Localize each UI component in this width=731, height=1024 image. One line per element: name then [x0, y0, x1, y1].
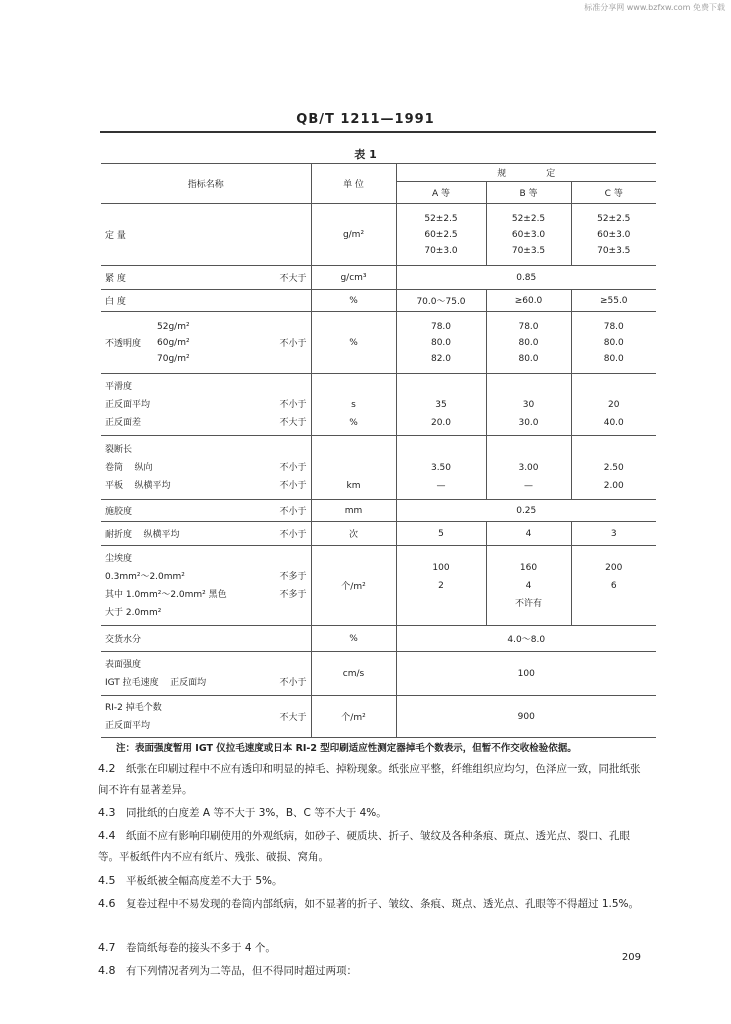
value-a: 70±3.0	[424, 245, 458, 256]
row-subline-text: 正反面平均	[105, 720, 151, 731]
row-subline-text: 正反面平均	[105, 399, 151, 410]
table-row	[101, 290, 656, 312]
clause-number: 4.8	[98, 964, 116, 977]
value-c: 70±3.5	[597, 245, 631, 256]
value-b: 60±3.0	[511, 229, 546, 240]
row-subline	[105, 459, 307, 477]
cell-a	[396, 436, 486, 500]
header-rule	[100, 131, 656, 133]
cell-b	[486, 374, 571, 436]
cell-c	[571, 312, 656, 374]
clause-text: 卷筒纸每卷的接头不多于 4 个。	[126, 942, 276, 954]
value-b: 4	[525, 580, 532, 591]
row-subline-text: 平板 纵横平均	[105, 480, 171, 491]
head-grade-c: C 等	[571, 182, 656, 204]
row-subline-text: 其中 1.0mm²～2.0mm² 黑色	[105, 589, 227, 600]
row-unit: %	[311, 626, 396, 652]
table-row	[101, 500, 656, 522]
row-title: 尘埃度	[105, 553, 133, 564]
cell-a	[396, 374, 486, 436]
clause-text: 有下列情况者列为二等品，但不得同时超过两项：	[126, 965, 357, 977]
value-a: 80.0	[430, 337, 452, 348]
clause-number: 4.4	[98, 829, 116, 842]
value-a: 70.0～75.0	[396, 290, 486, 312]
value-b: 80.0	[518, 337, 539, 348]
table-note: 注：表面强度暂用 IGT 仪拉毛速度或日本 RI-2 型印刷适应性测定器掉毛个数表示，但暂不作交收检验依据。	[116, 743, 577, 754]
row-qualifier: 不大于	[279, 713, 307, 723]
row-subline	[105, 477, 307, 495]
row-subline: 70g/m²	[157, 353, 190, 364]
row-qualifier: 不大于	[279, 274, 307, 284]
row-unit: 次	[311, 522, 396, 546]
clause-text: 纸张在印刷过程中不应有透印和明显的掉毛、掉粉现象。纸张应平整，纤维组织应均匀，色泽应一致，同批纸张间不许有显著差异。	[98, 763, 641, 796]
cell-a	[396, 204, 486, 266]
value-c: 6	[610, 580, 617, 591]
row-qualifier: 不小于	[279, 399, 307, 410]
table-row	[101, 652, 656, 696]
row-qualifier: 不小于	[279, 480, 307, 491]
row-qualifier: 不小于	[279, 677, 307, 688]
row-name-text: 不透明度	[105, 339, 142, 349]
value-c: 80.0	[603, 337, 624, 348]
value-b: 70±3.5	[511, 245, 546, 256]
paragraph	[98, 802, 646, 824]
cell-b	[486, 546, 571, 626]
value-b: 30	[522, 399, 535, 410]
row-unit: g/m²	[311, 204, 396, 266]
value-b: 80.0	[518, 353, 539, 364]
clause-text: 纸面不应有影响印刷使用的外观纸病，如砂子、硬质块、折子、皱纹及各种条痕、斑点、透光点、裂口、孔眼等。平板纸件内不应有纸片、残张、破损、窝角。	[98, 830, 630, 863]
row-unit: g/cm³	[311, 266, 396, 290]
row-subline: 60g/m²	[157, 337, 190, 348]
value-c: 78.0	[603, 321, 624, 332]
row-subline	[105, 396, 307, 414]
cell-b	[486, 204, 571, 266]
clause-text: 同批纸的白度差 A 等不大于 3%，B、C 等不大于 4%。	[126, 807, 387, 819]
value-c: 52±2.5	[597, 213, 631, 224]
cell-c	[571, 546, 656, 626]
row-name	[101, 652, 311, 696]
value-c: 20	[608, 399, 620, 410]
value-all: 100	[396, 652, 656, 696]
unit-line: s	[351, 399, 356, 410]
value-all: 0.25	[396, 500, 656, 522]
row-name	[101, 312, 311, 374]
table-head-row	[101, 164, 656, 182]
row-title: 表面强度	[105, 659, 142, 670]
paragraph	[98, 870, 646, 892]
table-row	[101, 312, 656, 374]
cell-b	[486, 312, 571, 374]
value-a: 35	[435, 399, 447, 410]
table-row	[101, 546, 656, 626]
value-a: 78.0	[430, 321, 452, 332]
value-all: 0.85	[396, 266, 656, 290]
row-name-text: 紧 度	[105, 274, 126, 284]
cell-a	[396, 546, 486, 626]
row-subline	[105, 674, 307, 692]
value-c: 200	[605, 562, 623, 573]
cell-b	[486, 436, 571, 500]
value-c: 40.0	[603, 417, 624, 428]
paragraph	[98, 758, 646, 801]
clause-number: 4.3	[98, 806, 116, 819]
table-row	[101, 204, 656, 266]
row-subline-text: 大于 2.0mm²	[105, 607, 162, 618]
row-title: 平滑度	[105, 381, 133, 392]
value-c: 2.50	[603, 462, 624, 473]
value-c: ≥55.0	[571, 290, 656, 312]
value-b: 52±2.5	[511, 213, 546, 224]
row-unit: 个/m²	[311, 546, 396, 626]
value-b: 3.00	[518, 462, 539, 473]
unit-line: km	[346, 480, 361, 491]
row-name	[101, 500, 311, 522]
row-qualifier: 不小于	[279, 507, 307, 517]
value-a: 60±2.5	[424, 229, 458, 240]
paragraph	[98, 893, 646, 915]
head-unit: 单 位	[311, 164, 396, 204]
clause-number: 4.5	[98, 874, 116, 887]
value-none: 不许有	[514, 598, 542, 609]
row-name-text: 交货水分	[105, 635, 142, 645]
row-name	[101, 626, 311, 652]
table-row	[101, 696, 656, 738]
value-a: 82.0	[430, 353, 452, 364]
table-row	[101, 626, 656, 652]
spec-table	[101, 163, 656, 738]
row-subline	[105, 414, 307, 432]
clause-text: 平板纸被全幅高度差不大于 5%。	[126, 875, 283, 887]
clause-number: 4.2	[98, 762, 116, 775]
row-unit: %	[311, 312, 396, 374]
value-a: 100	[432, 562, 450, 573]
head-grade-b: B 等	[486, 182, 571, 204]
table-row	[101, 374, 656, 436]
value-b: 78.0	[518, 321, 539, 332]
paragraph	[98, 937, 646, 959]
value-a: 3.50	[430, 462, 452, 473]
row-subline-text: 0.3mm²～2.0mm²	[105, 571, 185, 582]
table-row	[101, 522, 656, 546]
row-unit: mm	[311, 500, 396, 522]
row-name	[101, 266, 311, 290]
cell-c	[571, 374, 656, 436]
value-all: 4.0～8.0	[396, 626, 656, 652]
table-caption: 表 1	[354, 148, 377, 161]
head-grade-a: A 等	[396, 182, 486, 204]
page-number: 209	[621, 952, 641, 963]
row-subline: 52g/m²	[157, 321, 190, 332]
row-name-text: 耐折度 纵横平均	[105, 530, 180, 540]
paragraph	[98, 960, 646, 982]
row-unit	[311, 436, 396, 500]
row-title: RI-2 掉毛个数	[105, 702, 162, 713]
unit-line: %	[349, 417, 358, 428]
value-c: 80.0	[603, 353, 624, 364]
row-name	[101, 204, 311, 266]
value-a: 52±2.5	[424, 213, 458, 224]
row-qualifier: 不小于	[279, 462, 307, 473]
row-name-text: 白 度	[105, 297, 126, 307]
value-b: ≥60.0	[486, 290, 571, 312]
value-b: 160	[519, 562, 538, 573]
value-a: 20.0	[430, 417, 452, 428]
row-subline-text: 卷筒 纵向	[105, 462, 153, 473]
row-name	[101, 696, 311, 738]
clause-number: 4.6	[98, 897, 116, 910]
cell-c	[571, 204, 656, 266]
row-subline	[105, 568, 307, 586]
row-qualifier: 不大于	[279, 417, 307, 428]
row-qualifier: 不小于	[279, 530, 307, 540]
row-unit: cm/s	[311, 652, 396, 696]
row-name-text: 施胶度	[105, 507, 133, 517]
row-name	[101, 436, 311, 500]
clause-text: 复卷过程中不易发现的卷筒内部纸病，如不显著的折子、皱纹、条痕、斑点、透光点、孔眼等不得超过 1.5%。	[126, 898, 640, 910]
cell-a	[396, 312, 486, 374]
value-c: 3	[571, 522, 656, 546]
cell-c	[571, 436, 656, 500]
value-b: 4	[486, 522, 571, 546]
value-a: 2	[438, 580, 444, 591]
value-a: 5	[396, 522, 486, 546]
row-name	[101, 546, 311, 626]
table-row	[101, 266, 656, 290]
row-unit: %	[311, 290, 396, 312]
paragraph	[98, 825, 646, 868]
value-b: 30.0	[518, 417, 539, 428]
value-b: —	[524, 480, 533, 491]
value-c: 60±3.0	[597, 229, 631, 240]
value-c: 2.00	[603, 480, 624, 491]
head-spec: 规 定	[396, 164, 656, 182]
row-name	[101, 374, 311, 436]
row-qualifier: 不多于	[279, 571, 307, 582]
row-name	[101, 522, 311, 546]
row-qualifier: 不多于	[279, 589, 307, 600]
standard-number: QB/T 1211—1991	[296, 112, 435, 127]
row-name-text: 定 量	[105, 231, 126, 241]
table-row	[101, 436, 656, 500]
row-name	[101, 290, 311, 312]
row-qualifier: 不小于	[279, 339, 307, 349]
row-subline-text: IGT 拉毛速度 正反面均	[105, 677, 207, 688]
clause-number: 4.7	[98, 941, 116, 954]
row-subline	[105, 586, 307, 604]
head-indicator: 指标名称	[101, 164, 311, 204]
value-a: —	[436, 480, 446, 491]
row-unit: 个/m²	[311, 696, 396, 738]
watermark: 标准分享网 www.bzfxw.com 免费下载	[584, 3, 725, 12]
row-title: 裂断长	[105, 444, 133, 455]
row-unit	[311, 374, 396, 436]
row-subline-text: 正反面差	[105, 417, 142, 428]
value-all: 900	[396, 696, 656, 738]
